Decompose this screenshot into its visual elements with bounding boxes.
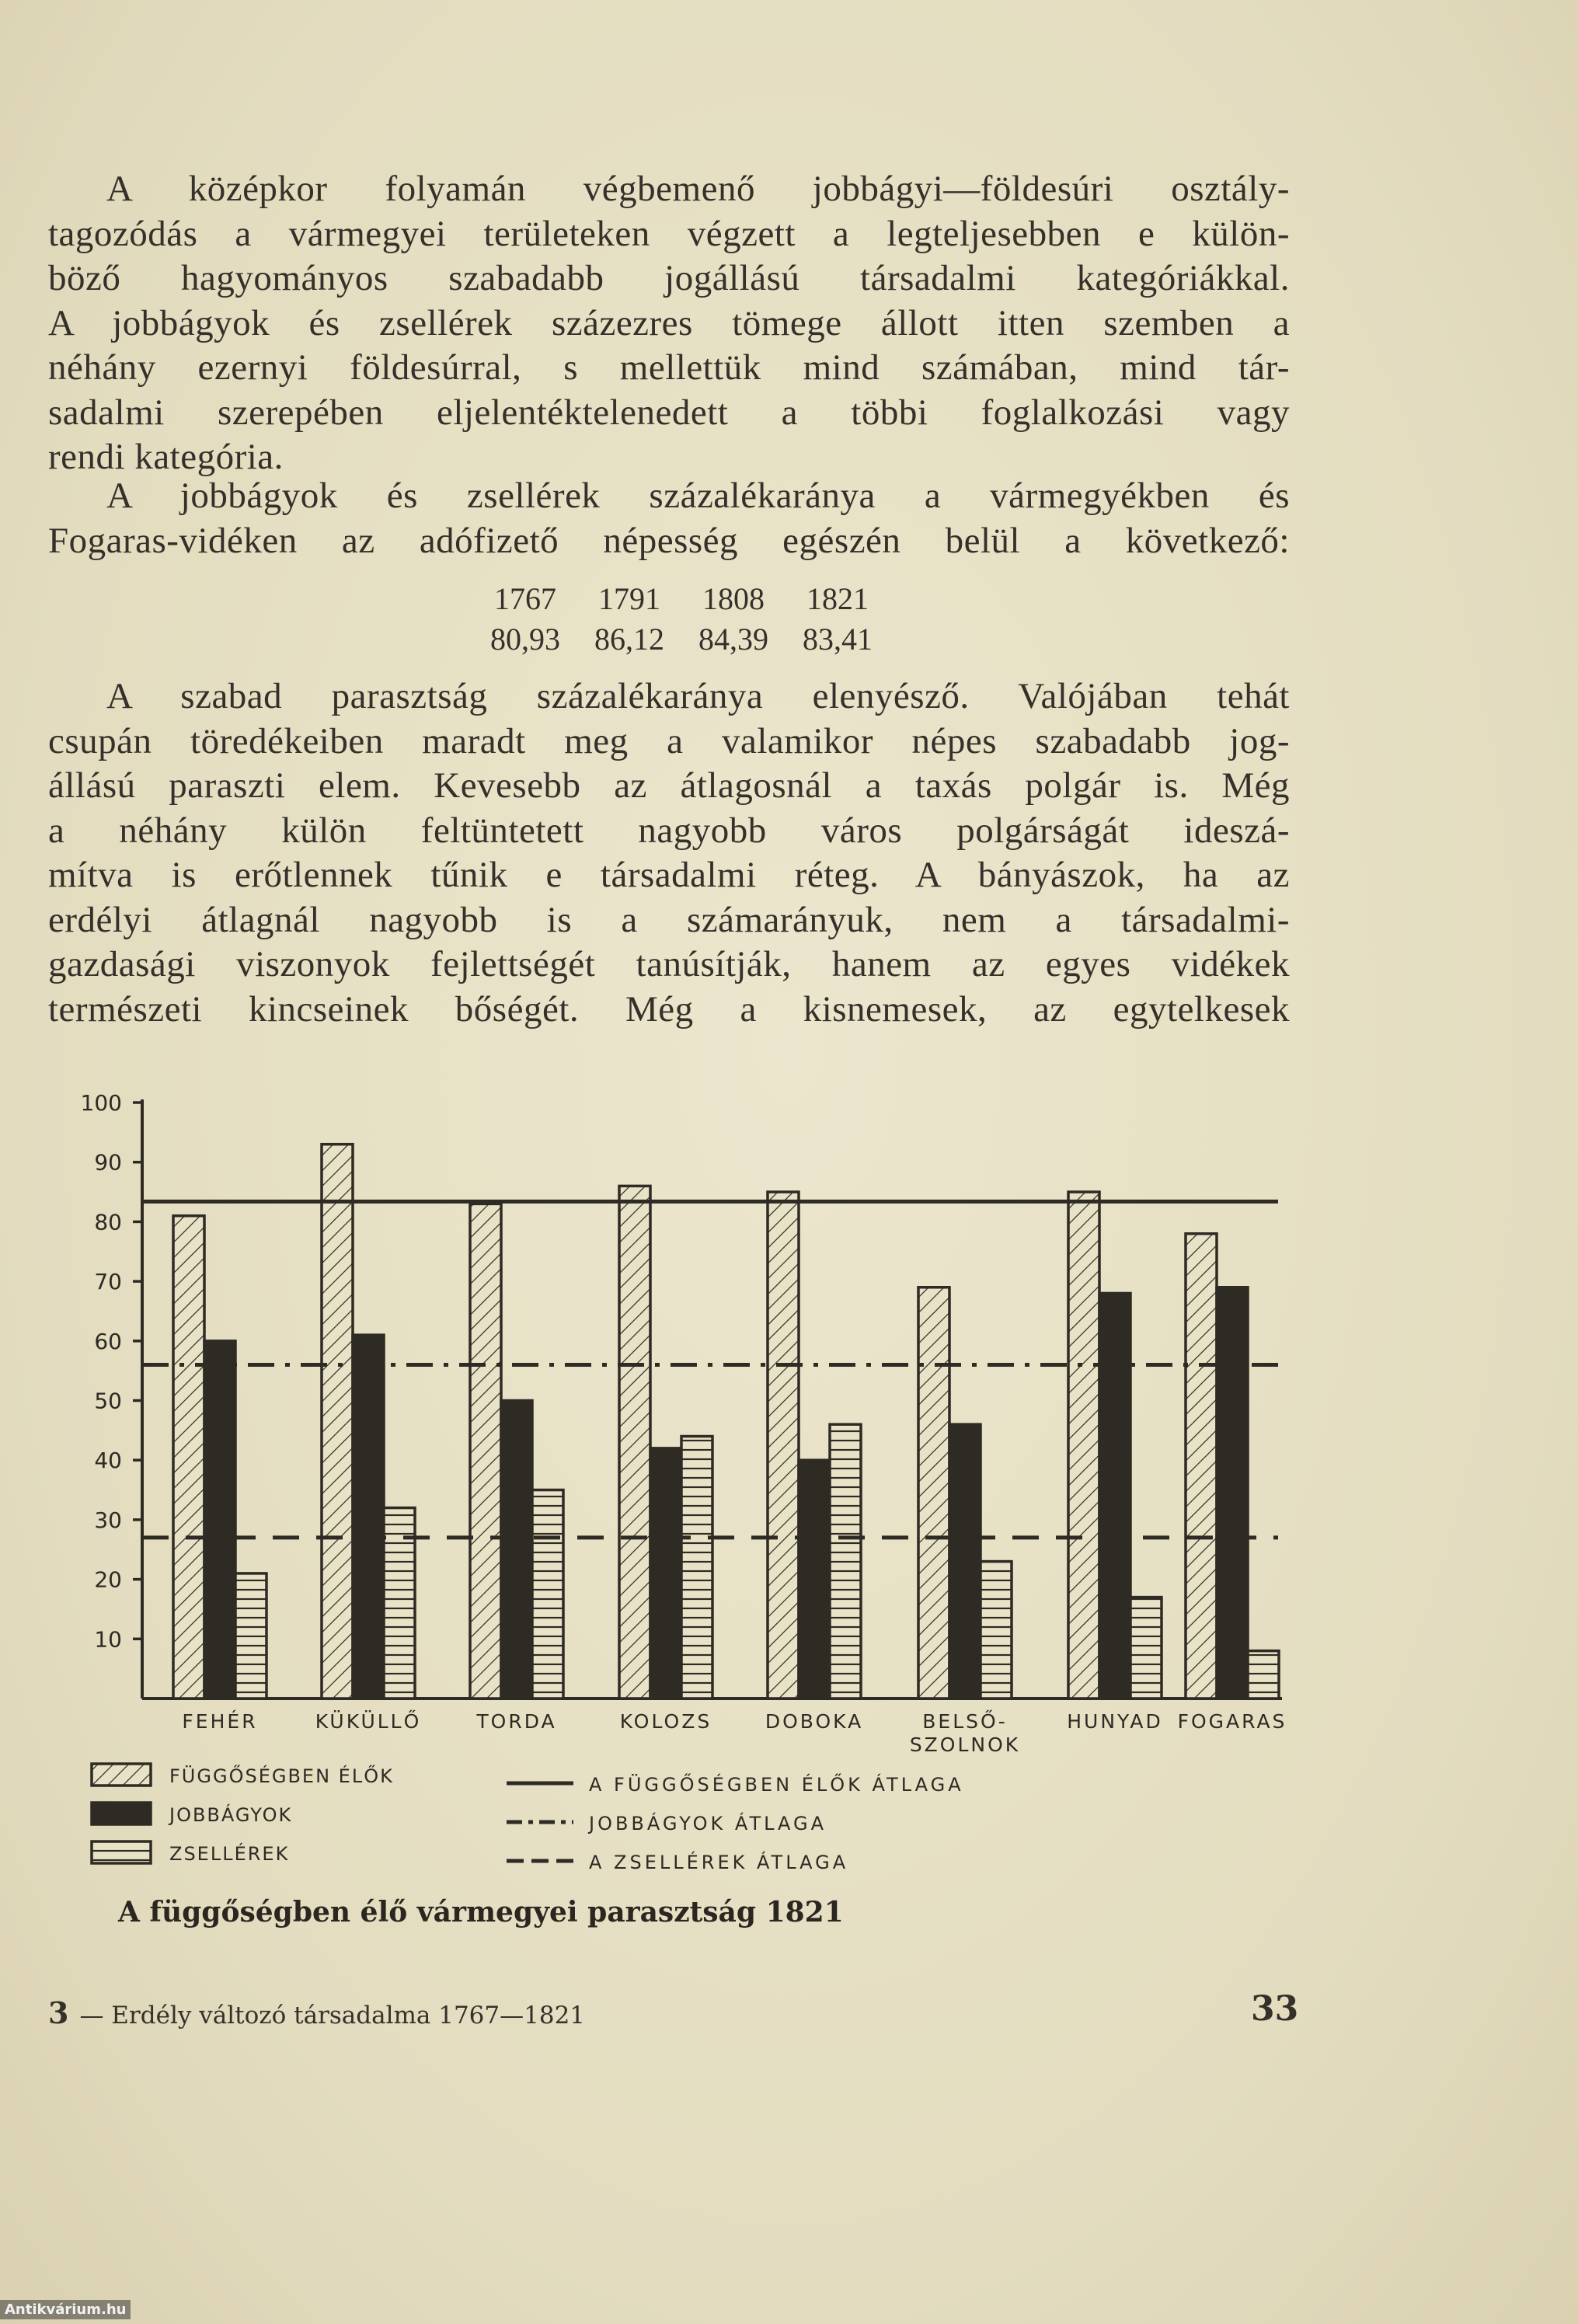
running-title: — Erdély változó társadalma 1767—1821 xyxy=(79,2002,586,2030)
bar-diagonal-hatch xyxy=(918,1287,949,1699)
y-tick-label: 40 xyxy=(94,1448,122,1474)
text-line: gazdasági viszonyok fejlettségét tanúsítják, hanem az egyes vidékek xyxy=(48,944,1290,984)
bar-diagonal-hatch xyxy=(470,1204,501,1699)
y-tick-label: 50 xyxy=(94,1388,122,1414)
text-line: sadalmi szerepében eljelentéktelenedett a többi foglalkozási vagy xyxy=(48,392,1290,433)
value-row xyxy=(482,619,881,660)
y-tick-label: 90 xyxy=(94,1149,122,1176)
bar-diagonal-hatch xyxy=(173,1216,204,1699)
text-line: A szabad parasztság százalékaránya elenyésző. Valójában tehát xyxy=(106,676,1290,716)
text-line: állású paraszti elem. Kevesebb az átlagosnál a taxás polgár is. Még xyxy=(48,765,1290,806)
text-line: csupán töredékeiben maradt meg a valamikor népes szabadabb jog- xyxy=(48,720,1290,761)
watermark: Antikvárium.hu xyxy=(0,2300,131,2319)
category-label: DOBOKA xyxy=(765,1710,864,1733)
legend-swatch xyxy=(92,1764,151,1786)
legend-swatch xyxy=(92,1803,151,1824)
text-line: természeti kincseinek bőségét. Még a kisnemesek, az egytelkesek xyxy=(48,988,1290,1030)
bar-horizontal-lines xyxy=(830,1424,861,1699)
bar-solid-black xyxy=(353,1335,384,1699)
text-line: rendi kategória. xyxy=(48,437,284,477)
text-line: mítva is erőtlennek tűnik e társadalmi réteg. A bányászok, ha az xyxy=(48,855,1290,895)
page-number: 33 xyxy=(1251,1989,1299,2029)
text-line: A jobbágyok és zsellérek százezres tömege állott itten szemben a xyxy=(48,302,1290,343)
bar-horizontal-lines xyxy=(981,1562,1012,1699)
bar-solid-black xyxy=(1217,1287,1248,1699)
bar-solid-black xyxy=(1099,1293,1130,1699)
year-cell: 1808 xyxy=(702,581,765,616)
y-tick-label: 70 xyxy=(94,1269,122,1295)
year-row xyxy=(482,579,881,619)
bar-chart xyxy=(0,1072,1578,1888)
legend-label: A ZSELLÉREK ÁTLAGA xyxy=(589,1852,849,1873)
bar-solid-black xyxy=(204,1341,235,1699)
bar-horizontal-lines xyxy=(532,1490,563,1699)
text-line: a néhány külön feltüntetett nagyobb város polgárságát ideszá- xyxy=(48,810,1290,851)
bar-diagonal-hatch xyxy=(619,1186,650,1699)
value-cell: 86,12 xyxy=(594,622,664,657)
year-cell: 1767 xyxy=(494,581,556,616)
text-line: néhány ezernyi földesúrral, s mellettük mind számában, mind tár- xyxy=(48,347,1290,388)
chapter-number: 3 xyxy=(48,1995,69,2030)
value-cell: 83,41 xyxy=(803,622,873,657)
paragraph-3 xyxy=(48,674,1290,1032)
bar-solid-black xyxy=(501,1401,532,1699)
legend-label: ZSELLÉREK xyxy=(169,1843,290,1865)
category-label: FEHÉR xyxy=(182,1710,258,1733)
y-tick-label: 10 xyxy=(94,1626,122,1653)
category-label: KOLOZS xyxy=(619,1710,712,1733)
bar-horizontal-lines xyxy=(235,1573,266,1699)
x-axis-labels xyxy=(182,1709,1287,1756)
text-line: Fogaras-vidéken az adófizető népesség egészén belül a következő: xyxy=(48,520,1290,561)
category-label: FOGARAS xyxy=(1177,1710,1287,1733)
category-label: BELSŐ- xyxy=(922,1710,1008,1733)
category-label: KÜKÜLLŐ xyxy=(315,1710,422,1733)
text-line: A középkor folyamán végbemenő jobbágyi—földesúri osztály- xyxy=(106,169,1290,209)
y-tick-label: 30 xyxy=(94,1507,122,1533)
bar-solid-black xyxy=(949,1424,981,1699)
text-line: tagozódás a vármegyei területeken végzett a legteljesebben e külön- xyxy=(48,213,1290,254)
legend-label: JOBBÁGYOK xyxy=(169,1804,293,1826)
year-cell: 1821 xyxy=(806,581,869,616)
category-label: TORDA xyxy=(476,1710,557,1733)
bar-diagonal-hatch xyxy=(768,1192,799,1699)
bar-solid-black xyxy=(650,1448,681,1699)
bar-solid-black xyxy=(799,1460,830,1699)
category-label: HUNYAD xyxy=(1067,1710,1163,1733)
bars xyxy=(173,1145,1279,1699)
bar-diagonal-hatch xyxy=(1186,1234,1217,1699)
legend-label: A FÜGGŐSÉGBEN ÉLŐK ÁTLAGA xyxy=(589,1774,964,1796)
chart-legend xyxy=(92,1764,964,1873)
paragraph-1 xyxy=(48,167,1290,480)
value-cell: 80,93 xyxy=(490,622,560,657)
y-tick-label: 100 xyxy=(80,1090,122,1116)
y-tick-label: 80 xyxy=(94,1209,122,1235)
value-cell: 84,39 xyxy=(698,622,768,657)
legend-label: JOBBÁGYOK ÁTLAGA xyxy=(589,1813,827,1834)
text-line: A jobbágyok és zsellérek százalékaránya a vármegyékben és xyxy=(106,476,1290,516)
paragraph-2 xyxy=(48,474,1290,563)
text-line: böző hagyományos szabadabb jogállású társadalmi kategóriákkal. xyxy=(48,258,1290,298)
bar-horizontal-lines xyxy=(1130,1598,1162,1699)
y-tick-label: 60 xyxy=(94,1328,122,1354)
text-line: erdélyi átlagnál nagyobb is a számarányuk, nem a társadalmi- xyxy=(48,899,1290,940)
bar-horizontal-lines xyxy=(681,1437,712,1699)
y-tick-label: 20 xyxy=(94,1566,122,1593)
category-label: SZOLNOK xyxy=(909,1733,1021,1756)
legend-label: FÜGGŐSÉGBEN ÉLŐK xyxy=(169,1765,394,1787)
bar-diagonal-hatch xyxy=(1068,1192,1099,1699)
year-cell: 1791 xyxy=(598,581,660,616)
running-footer xyxy=(48,1995,585,2030)
bar-diagonal-hatch xyxy=(322,1145,353,1699)
bar-horizontal-lines xyxy=(1248,1651,1279,1699)
legend-swatch xyxy=(92,1841,151,1863)
figure-caption: A függőségben élő vármegyei parasztság 1821 xyxy=(118,1896,844,1929)
year-percentage-table xyxy=(482,579,881,660)
